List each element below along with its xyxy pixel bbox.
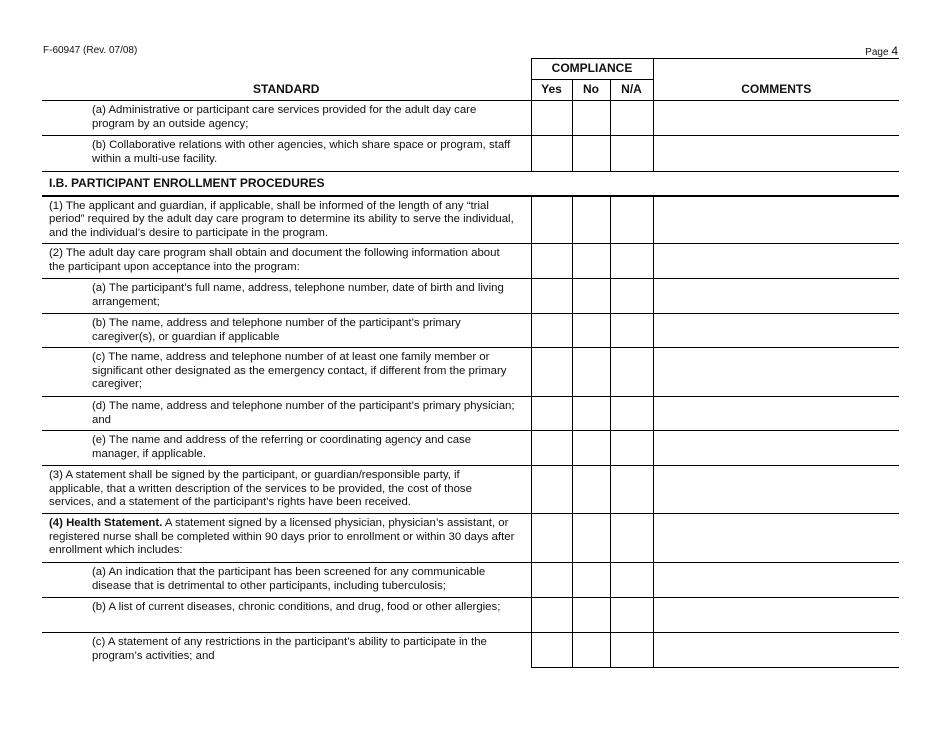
na-header: N/A [610,80,653,101]
no-checkbox[interactable] [572,514,610,563]
standard-text: (a) An indication that the participant has been screened for any communicable disease that is detrimental to other participants, including tuberculosis; [42,563,531,598]
standard-text: (a) Administrative or participant care services provided for the adult day care program by an outside agency; [42,101,531,136]
comments-cell[interactable] [653,598,899,633]
no-checkbox[interactable] [572,136,610,172]
yes-checkbox[interactable] [531,466,572,514]
na-checkbox[interactable] [610,136,653,172]
comments-header: COMMENTS [741,81,812,96]
comments-cell[interactable] [653,633,899,668]
na-checkbox[interactable] [610,314,653,348]
table-row [42,633,899,668]
table-row [42,514,899,563]
comments-cell[interactable] [653,466,899,514]
page-number: 4 [891,44,898,58]
section-title: I.B. PARTICIPANT ENROLLMENT PROCEDURES [42,172,899,196]
no-checkbox[interactable] [572,314,610,348]
na-checkbox[interactable] [610,101,653,136]
yes-checkbox[interactable] [531,196,572,244]
no-checkbox[interactable] [572,598,610,633]
comments-cell[interactable] [653,514,899,563]
standard-text: (2) The adult day care program shall obtain and document the following information about the participant upon acceptance into the program: [42,244,531,279]
comments-cell[interactable] [653,279,899,314]
standard-text [42,514,531,563]
no-checkbox[interactable] [572,196,610,244]
na-checkbox[interactable] [610,563,653,598]
standard-text: (c) The name, address and telephone number of at least one family member or significant other designated as the emergency contact, if different from the primary caregiver; [42,348,531,397]
comments-cell[interactable] [653,431,899,466]
table-row [42,244,899,279]
standard-text: (b) A list of current diseases, chronic conditions, and drug, food or other allergies; [42,598,531,633]
no-header: No [572,80,610,101]
compliance-checklist-table [42,58,899,668]
na-checkbox[interactable] [610,633,653,668]
comments-cell[interactable] [653,244,899,279]
na-checkbox[interactable] [610,397,653,431]
standard-text: (1) The applicant and guardian, if applicable, shall be informed of the length of any “trial period” required by the adult day care program to determine its ability to serve the individual, and the individual’s desire to participate in the program. [49,199,514,239]
table-row [42,136,899,172]
no-checkbox[interactable] [572,348,610,397]
na-checkbox[interactable] [610,348,653,397]
comments-cell[interactable] [653,348,899,397]
na-checkbox[interactable] [610,196,653,244]
table-row [42,397,899,431]
yes-checkbox[interactable] [531,633,572,668]
standard-text: (a) The participant’s full name, address, telephone number, date of birth and living arrangement; [42,279,531,314]
no-checkbox[interactable] [572,466,610,514]
na-checkbox[interactable] [610,279,653,314]
table-row [42,196,899,244]
comments-cell[interactable] [653,397,899,431]
comments-cell[interactable] [653,101,899,136]
table-row [42,348,899,397]
yes-header: Yes [531,80,572,101]
form-id: F-60947 (Rev. 07/08) [43,45,138,56]
yes-checkbox[interactable] [531,397,572,431]
header-row-top [42,59,899,80]
yes-checkbox[interactable] [531,101,572,136]
comments-cell[interactable] [653,314,899,348]
standard-text: (b) Collaborative relations with other agencies, which share space or program, staff within a multi-use facility. [42,136,531,172]
no-checkbox[interactable] [572,431,610,466]
no-checkbox[interactable] [572,101,610,136]
na-checkbox[interactable] [610,244,653,279]
standard-text: (d) The name, address and telephone number of the participant’s primary physician; and [42,397,531,431]
na-checkbox[interactable] [610,598,653,633]
table-row [42,563,899,598]
standard-text: (c) A statement of any restrictions in the participant’s ability to participate in the program’s activities; and [42,633,531,668]
yes-checkbox[interactable] [531,136,572,172]
page-label: Page [865,47,889,58]
standard-text: (b) The name, address and telephone number of the participant’s primary caregiver(s), or guardian if applicable [42,314,531,348]
compliance-header: COMPLIANCE [531,59,653,80]
standard-text: (3) A statement shall be signed by the participant, or guardian/responsible party, if applicable, that a written description of the services to be provided, the cost of those services, and a statement of the participant’s rights have been received. [42,466,531,514]
table-row [42,598,899,633]
yes-checkbox[interactable] [531,431,572,466]
standard-text: (e) The name and address of the referring or coordinating agency and case manager, if applicable. [42,431,531,466]
na-checkbox[interactable] [610,431,653,466]
table-row [42,279,899,314]
page-indicator [865,44,898,58]
yes-checkbox[interactable] [531,514,572,563]
no-checkbox[interactable] [572,279,610,314]
yes-checkbox[interactable] [531,244,572,279]
comments-cell[interactable] [653,563,899,598]
table-row [42,314,899,348]
na-checkbox[interactable] [610,514,653,563]
table-row [42,101,899,136]
comments-cell[interactable] [653,196,899,244]
section-row [42,172,899,196]
yes-checkbox[interactable] [531,348,572,397]
table-row [42,466,899,514]
comments-cell[interactable] [653,136,899,172]
header-row [42,80,899,101]
health-statement-label: (4) Health Statement. [49,517,163,530]
health-statement-text: A statement signed by a licensed physician, physician’s assistant, or registered nurse shall be completed within 90 days prior to enrollment or within 30 days after enrollment which includes: [49,517,515,557]
no-checkbox[interactable] [572,397,610,431]
na-checkbox[interactable] [610,466,653,514]
yes-checkbox[interactable] [531,314,572,348]
no-checkbox[interactable] [572,244,610,279]
standard-header: STANDARD [253,81,320,96]
yes-checkbox[interactable] [531,563,572,598]
yes-checkbox[interactable] [531,279,572,314]
table-row [42,431,899,466]
yes-checkbox[interactable] [531,598,572,633]
no-checkbox[interactable] [572,563,610,598]
no-checkbox[interactable] [572,633,610,668]
